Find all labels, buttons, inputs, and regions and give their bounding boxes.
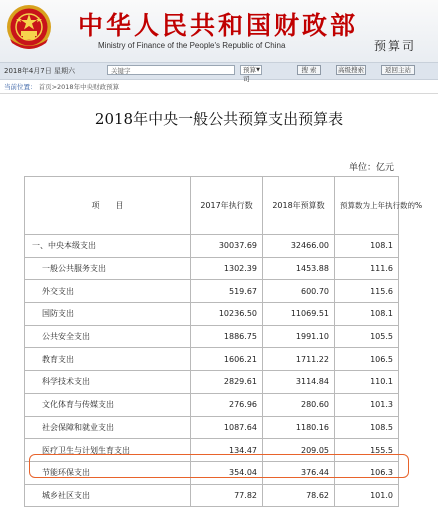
highlight-box <box>29 454 409 478</box>
unit-label: 单位：亿元 <box>348 163 394 173</box>
table-header-row <box>25 177 399 235</box>
row-ratio: 111.6 <box>335 257 399 280</box>
column-header-budget-2018: 2018年预算数 <box>263 177 335 235</box>
row-executed-2017: 134.47 <box>191 439 263 462</box>
search-scope-value: 预算司 <box>243 66 256 83</box>
row-item-name: 科学技术支出 <box>25 371 191 394</box>
column-header-executed-2017: 2017年执行数 <box>191 177 263 235</box>
row-ratio: 115.6 <box>335 280 399 303</box>
row-item-name: 外交支出 <box>25 280 191 303</box>
row-item-name: 节能环保支出 <box>25 461 191 484</box>
row-executed-2017: 30037.69 <box>191 235 263 258</box>
row-ratio: 106.3 <box>335 461 399 484</box>
row-ratio: 110.1 <box>335 371 399 394</box>
row-item-name: 教育支出 <box>25 348 191 371</box>
row-item-name: 城乡社区支出 <box>25 484 191 507</box>
row-executed-2017: 77.82 <box>191 484 263 507</box>
row-budget-2018: 600.70 <box>263 280 335 303</box>
divider <box>0 93 438 94</box>
row-budget-2018: 78.62 <box>263 484 335 507</box>
search-input-placeholder: 关键字 <box>111 67 131 75</box>
table-row <box>25 235 399 258</box>
row-budget-2018: 1991.10 <box>263 325 335 348</box>
row-budget-2018: 1711.22 <box>263 348 335 371</box>
row-budget-2018: 280.60 <box>263 393 335 416</box>
row-executed-2017: 1886.75 <box>191 325 263 348</box>
search-button[interactable]: 搜 索 <box>297 65 321 75</box>
table-row <box>25 371 399 394</box>
national-emblem-icon <box>4 3 54 53</box>
advanced-search-button[interactable]: 高级搜索 <box>338 66 364 74</box>
breadcrumb-path[interactable]: 首页>2018年中央财政预算 <box>38 83 120 91</box>
table-row <box>25 257 399 280</box>
breadcrumb <box>4 82 119 91</box>
row-ratio: 108.1 <box>335 303 399 326</box>
table-row <box>25 280 399 303</box>
table-row <box>25 393 399 416</box>
search-bar <box>0 62 438 83</box>
row-budget-2018: 11069.51 <box>263 303 335 326</box>
row-item-name: 文化体育与传媒支出 <box>25 393 191 416</box>
ministry-name-en: Ministry of Finance of the People's Republic of China <box>98 41 286 50</box>
department-name: 预算司 <box>374 39 417 53</box>
row-ratio: 155.5 <box>335 439 399 462</box>
row-executed-2017: 354.04 <box>191 461 263 484</box>
row-executed-2017: 519.67 <box>191 280 263 303</box>
row-item-name: 国防支出 <box>25 303 191 326</box>
row-ratio: 106.5 <box>335 348 399 371</box>
table-row <box>25 303 399 326</box>
table-row <box>25 348 399 371</box>
chevron-down-icon: ▼ <box>256 67 260 73</box>
column-header-item: 项 目 <box>25 177 191 235</box>
row-budget-2018: 1453.88 <box>263 257 335 280</box>
row-ratio: 105.5 <box>335 325 399 348</box>
home-button[interactable]: 返回主站 <box>381 65 415 75</box>
row-item-name: 一、中央本级支出 <box>25 235 191 258</box>
row-executed-2017: 1302.39 <box>191 257 263 280</box>
row-executed-2017: 1087.64 <box>191 416 263 439</box>
table-row <box>25 416 399 439</box>
row-budget-2018: 32466.00 <box>263 235 335 258</box>
search-scope-select[interactable] <box>240 65 262 83</box>
row-ratio: 108.1 <box>335 235 399 258</box>
row-budget-2018: 209.05 <box>263 439 335 462</box>
row-executed-2017: 10236.50 <box>191 303 263 326</box>
row-executed-2017: 276.96 <box>191 393 263 416</box>
row-budget-2018: 3114.84 <box>263 371 335 394</box>
row-item-name: 社会保障和就业支出 <box>25 416 191 439</box>
search-input[interactable] <box>107 65 235 75</box>
current-date: 2018年4月7日 星期六 <box>4 67 75 75</box>
row-item-name: 公共安全支出 <box>25 325 191 348</box>
breadcrumb-label: 当前位置： <box>4 83 37 91</box>
row-ratio: 108.5 <box>335 416 399 439</box>
page-title: 2018年中央一般公共预算支出预算表 <box>94 110 344 128</box>
row-executed-2017: 2829.61 <box>191 371 263 394</box>
row-budget-2018: 1180.16 <box>263 416 335 439</box>
table-row <box>25 325 399 348</box>
row-ratio: 101.0 <box>335 484 399 507</box>
table-row <box>25 484 399 507</box>
row-executed-2017: 1606.21 <box>191 348 263 371</box>
site-banner <box>0 0 438 62</box>
row-item-name: 医疗卫生与计划生育支出 <box>25 439 191 462</box>
row-item-name: 一般公共服务支出 <box>25 257 191 280</box>
row-ratio: 101.3 <box>335 393 399 416</box>
row-budget-2018: 376.44 <box>263 461 335 484</box>
column-header-ratio: 预算数为上年执行数的% <box>335 177 399 235</box>
ministry-name-cn: 中华人民共和国财政部 <box>78 11 359 40</box>
